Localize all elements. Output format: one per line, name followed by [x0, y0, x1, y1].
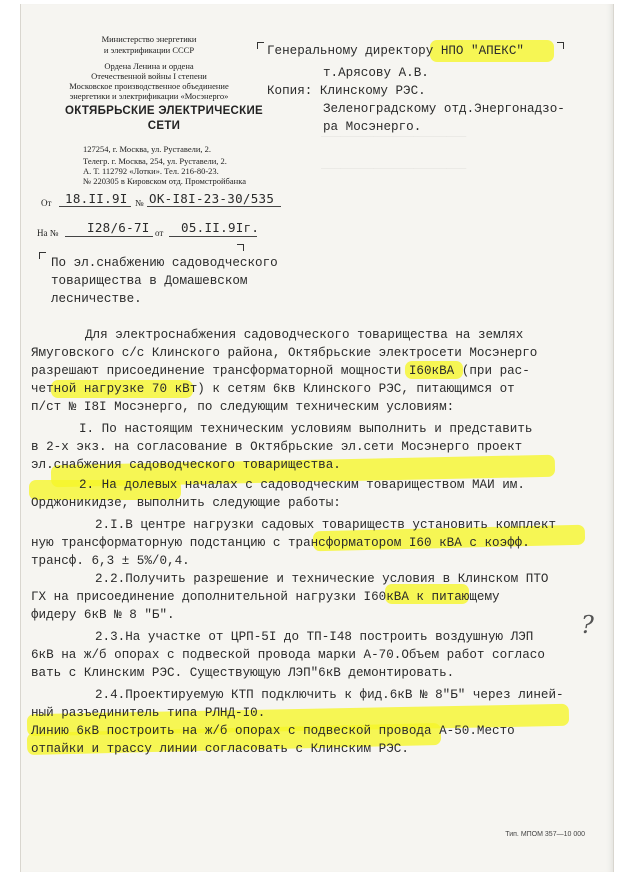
- address-line-1: 127254, г. Москва, ул. Руставели, 2.: [83, 144, 212, 154]
- date-underline: [59, 206, 131, 207]
- body-p1: Для электроснабжения садоводческого товарищества на землях: [85, 328, 524, 342]
- body-p16: фидеру 6кВ № 8 "Б".: [31, 608, 175, 622]
- letterhead-ministry-1: Министерство энергетики: [101, 34, 197, 44]
- reference-number: I28/6-7I: [87, 220, 150, 235]
- subject-line-1: По эл.снабжению садоводческого: [51, 256, 278, 270]
- address-line-4: № 220305 в Кировском отд. Промстройбанка: [83, 176, 246, 186]
- outgoing-number: ОК-I8I-23-30/535: [149, 191, 275, 206]
- bleed-through: ──────────────────────: [321, 132, 467, 144]
- letterhead-orders-1: Ордена Ленина и ордена: [104, 61, 194, 71]
- body-p13: трансф. 6,3 ± 5%/0,4.: [31, 554, 190, 568]
- addressee-line-1: Генеральному директору НПО "АПЕКС": [267, 44, 524, 58]
- body-p4: четной нагрузке 70 кВт) к сетям 6кв Клинского РЭС, питающимся от: [31, 382, 515, 396]
- addressee-line-2: т.Арясову А.В.: [323, 66, 429, 80]
- bleed-through: ──────────────────────: [321, 164, 467, 176]
- reference-date: 05.II.9Iг.: [181, 220, 260, 235]
- body-p14: 2.2.Получить разрешение и технические условия в Клинском ПТО: [95, 572, 549, 586]
- body-p11: 2.I.В центре нагрузки садовых товариществ установить комплект: [95, 518, 557, 532]
- letterhead-association-2: энергетики и электрификации «Мосэнерго»: [69, 91, 229, 101]
- body-p6: I. По настоящим техническим условиям выполнить и представить: [79, 422, 533, 436]
- address-line-2: Телегр. г. Москва, 254, ул. Руставели, 2.: [83, 156, 227, 166]
- body-p12: ную трансформаторную подстанцию с трансформатором I60 кВА с коэфф.: [31, 536, 530, 550]
- body-p21: ный разъединитель типа РЛНД-I0.: [31, 706, 266, 720]
- body-p19: вать с Клинским РЭС. Существующую ЛЭП"6кВ демонтировать.: [31, 666, 455, 680]
- outgoing-date: 18.II.9I: [65, 191, 128, 206]
- body-p5: п/ст № I8I Мосэнерго, по следующим техническим условиям:: [31, 400, 455, 414]
- subject-bracket-left: [39, 252, 46, 259]
- body-p2: Ямуговского с/с Клинского района, Октябрьские электросети Мосэнерго: [31, 346, 538, 360]
- ref-underline: [65, 236, 153, 237]
- addressee-line-5: ра Мосэнерго.: [323, 120, 422, 134]
- body-p3: разрешают присоединение трансформаторной мощности I60кВА (при рас-: [31, 364, 530, 378]
- body-p7: в 2-х экз. на согласование в Октябрьские эл.сети Мосэнерго проект: [31, 440, 523, 454]
- ref-date-underline: [169, 236, 257, 237]
- body-p8: эл.снабжения садоводческого товарищества.: [31, 458, 341, 472]
- letter-page: [20, 4, 614, 872]
- body-p10: Орджоникидзе, выполнить следующие работы:: [31, 496, 341, 510]
- body-p23: отпайки и трассу линии согласовать с Клинским РЭС.: [31, 742, 409, 756]
- letterhead-org-2: СЕТИ: [147, 120, 181, 132]
- subject-line-2: товарищества в Домашевском: [51, 274, 248, 288]
- margin-question-mark: ?: [581, 611, 594, 639]
- body-p9: 2. На долевых началах с садоводческим товариществом МАИ им.: [79, 478, 525, 492]
- subject-line-3: лесничестве.: [51, 292, 142, 306]
- letterhead-org-1: ОКТЯБРЬСКИЕ ЭЛЕКТРИЧЕСКИЕ: [64, 105, 264, 117]
- letterhead-association-1: Московское производственное объединение: [69, 81, 229, 91]
- subject-bracket-right: [237, 244, 244, 251]
- body-p17: 2.3.На участке от ЦРП-5I до ТП-I48 построить воздушную ЛЭП: [95, 630, 534, 644]
- letterhead-orders-2: Отечественной войны I степени: [91, 71, 207, 81]
- addressee-bracket-right: [557, 42, 564, 49]
- ref-date-prefix: от: [155, 228, 164, 238]
- addressee-bracket-left: [257, 42, 264, 49]
- body-p18: 6кВ на ж/б опорах с подвеской провода марки А-70.Объем работ согласо: [31, 648, 545, 662]
- body-p20: 2.4.Проектируемую КТП подключить к фид.6кВ № 8"Б" через линей-: [95, 688, 564, 702]
- body-p22: Линию 6кВ построить на ж/б опорах с подвеской провода А-50.Место: [31, 724, 515, 738]
- letterhead-ministry-2: и электрификации СССР: [103, 45, 195, 55]
- addressee-line-4: Зеленоградскому отд.Энергонадзо-: [323, 102, 565, 116]
- body-p15: ГХ на присоединение дополнительной нагрузки I60кВА к питающему: [31, 590, 500, 604]
- number-underline: [147, 206, 281, 207]
- address-line-3: А. Т. 112792 «Лотки». Тел. 216-80-23.: [83, 166, 219, 176]
- addressee-copy: Копия: Клинскому РЭС.: [267, 84, 426, 98]
- date-prefix: От: [41, 198, 52, 208]
- print-footer: Тип. МПОМ 357—10 000: [505, 831, 585, 838]
- number-prefix: №: [135, 198, 144, 208]
- ref-prefix: На №: [37, 228, 59, 238]
